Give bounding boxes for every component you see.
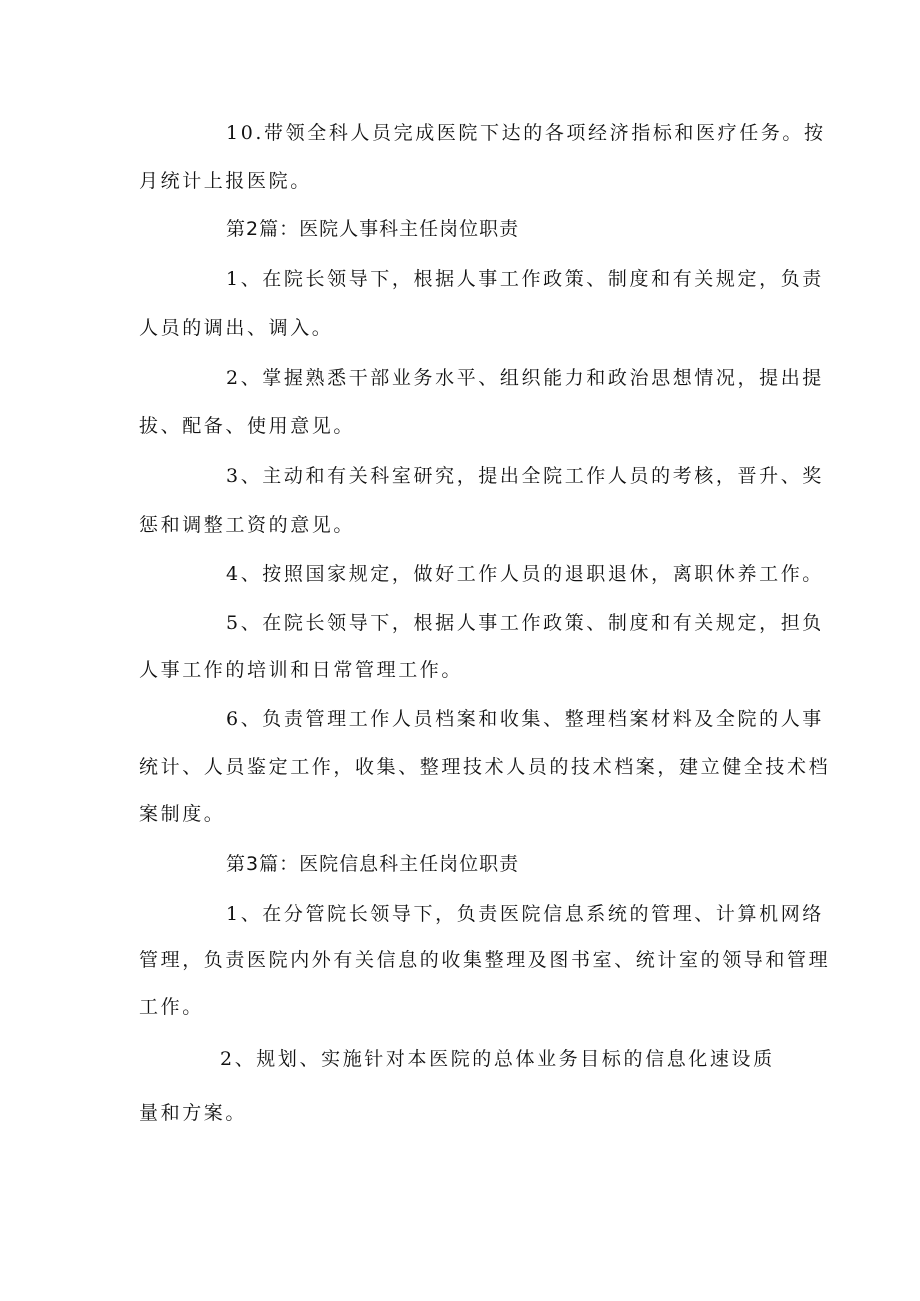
section-2-item-6-line-1: 6、负责管理工作人员档案和收集、整理档案材料及全院的人事 xyxy=(226,708,824,730)
section-3-item-1-line-3: 工作。 xyxy=(139,996,204,1018)
section-2-item-2-line-1: 2、掌握熟悉干部业务水平、组织能力和政治思想情况，提出提 xyxy=(226,367,824,389)
section-2-item-5-line-2: 人事工作的培训和日常管理工作。 xyxy=(139,659,464,681)
section-3-item-2-line-1: 2、规划、实施针对本医院的总体业务目标的信息化速设质 xyxy=(220,1048,775,1070)
section-2-title: 第2篇：医院人事科主任岗位职责 xyxy=(226,218,520,240)
section-2-item-3-line-1: 3、主动和有关科室研究，提出全院工作人员的考核，晋升、奖 xyxy=(226,465,824,487)
paragraph-10-line-1: 10.带领全科人员完成医院下达的各项经济指标和医疗任务。按 xyxy=(226,122,826,144)
section-2-item-5-line-1: 5、在院长领导下，根据人事工作政策、制度和有关规定，担负 xyxy=(226,612,824,634)
section-3-item-1-line-1: 1、在分管院长领导下，负责医院信息系统的管理、计算机网络 xyxy=(226,903,824,925)
section-2-item-3-line-2: 惩和调整工资的意见。 xyxy=(139,514,356,536)
paragraph-10-line-2: 月统计上报医院。 xyxy=(139,170,312,192)
section-2-item-6-line-3: 案制度。 xyxy=(139,803,226,825)
section-2-item-4-line-1: 4、按照国家规定，做好工作人员的退职退休，离职休养工作。 xyxy=(226,563,824,585)
section-3-item-1-line-2: 管理，负责医院内外有关信息的收集整理及图书室、统计室的领导和管理 xyxy=(139,949,831,971)
section-2-item-1-line-1: 1、在院长领导下，根据人事工作政策、制度和有关规定，负责 xyxy=(226,268,824,290)
section-2-item-2-line-2: 拔、配备、使用意见。 xyxy=(139,415,356,437)
section-3-title: 第3篇：医院信息科主任岗位职责 xyxy=(226,853,520,875)
section-2-item-6-line-2: 统计、人员鉴定工作，收集、整理技术人员的技术档案，建立健全技术档 xyxy=(139,756,831,778)
section-2-item-1-line-2: 人员的调出、调入。 xyxy=(139,317,334,339)
section-3-item-2-line-2: 量和方案。 xyxy=(139,1102,248,1124)
